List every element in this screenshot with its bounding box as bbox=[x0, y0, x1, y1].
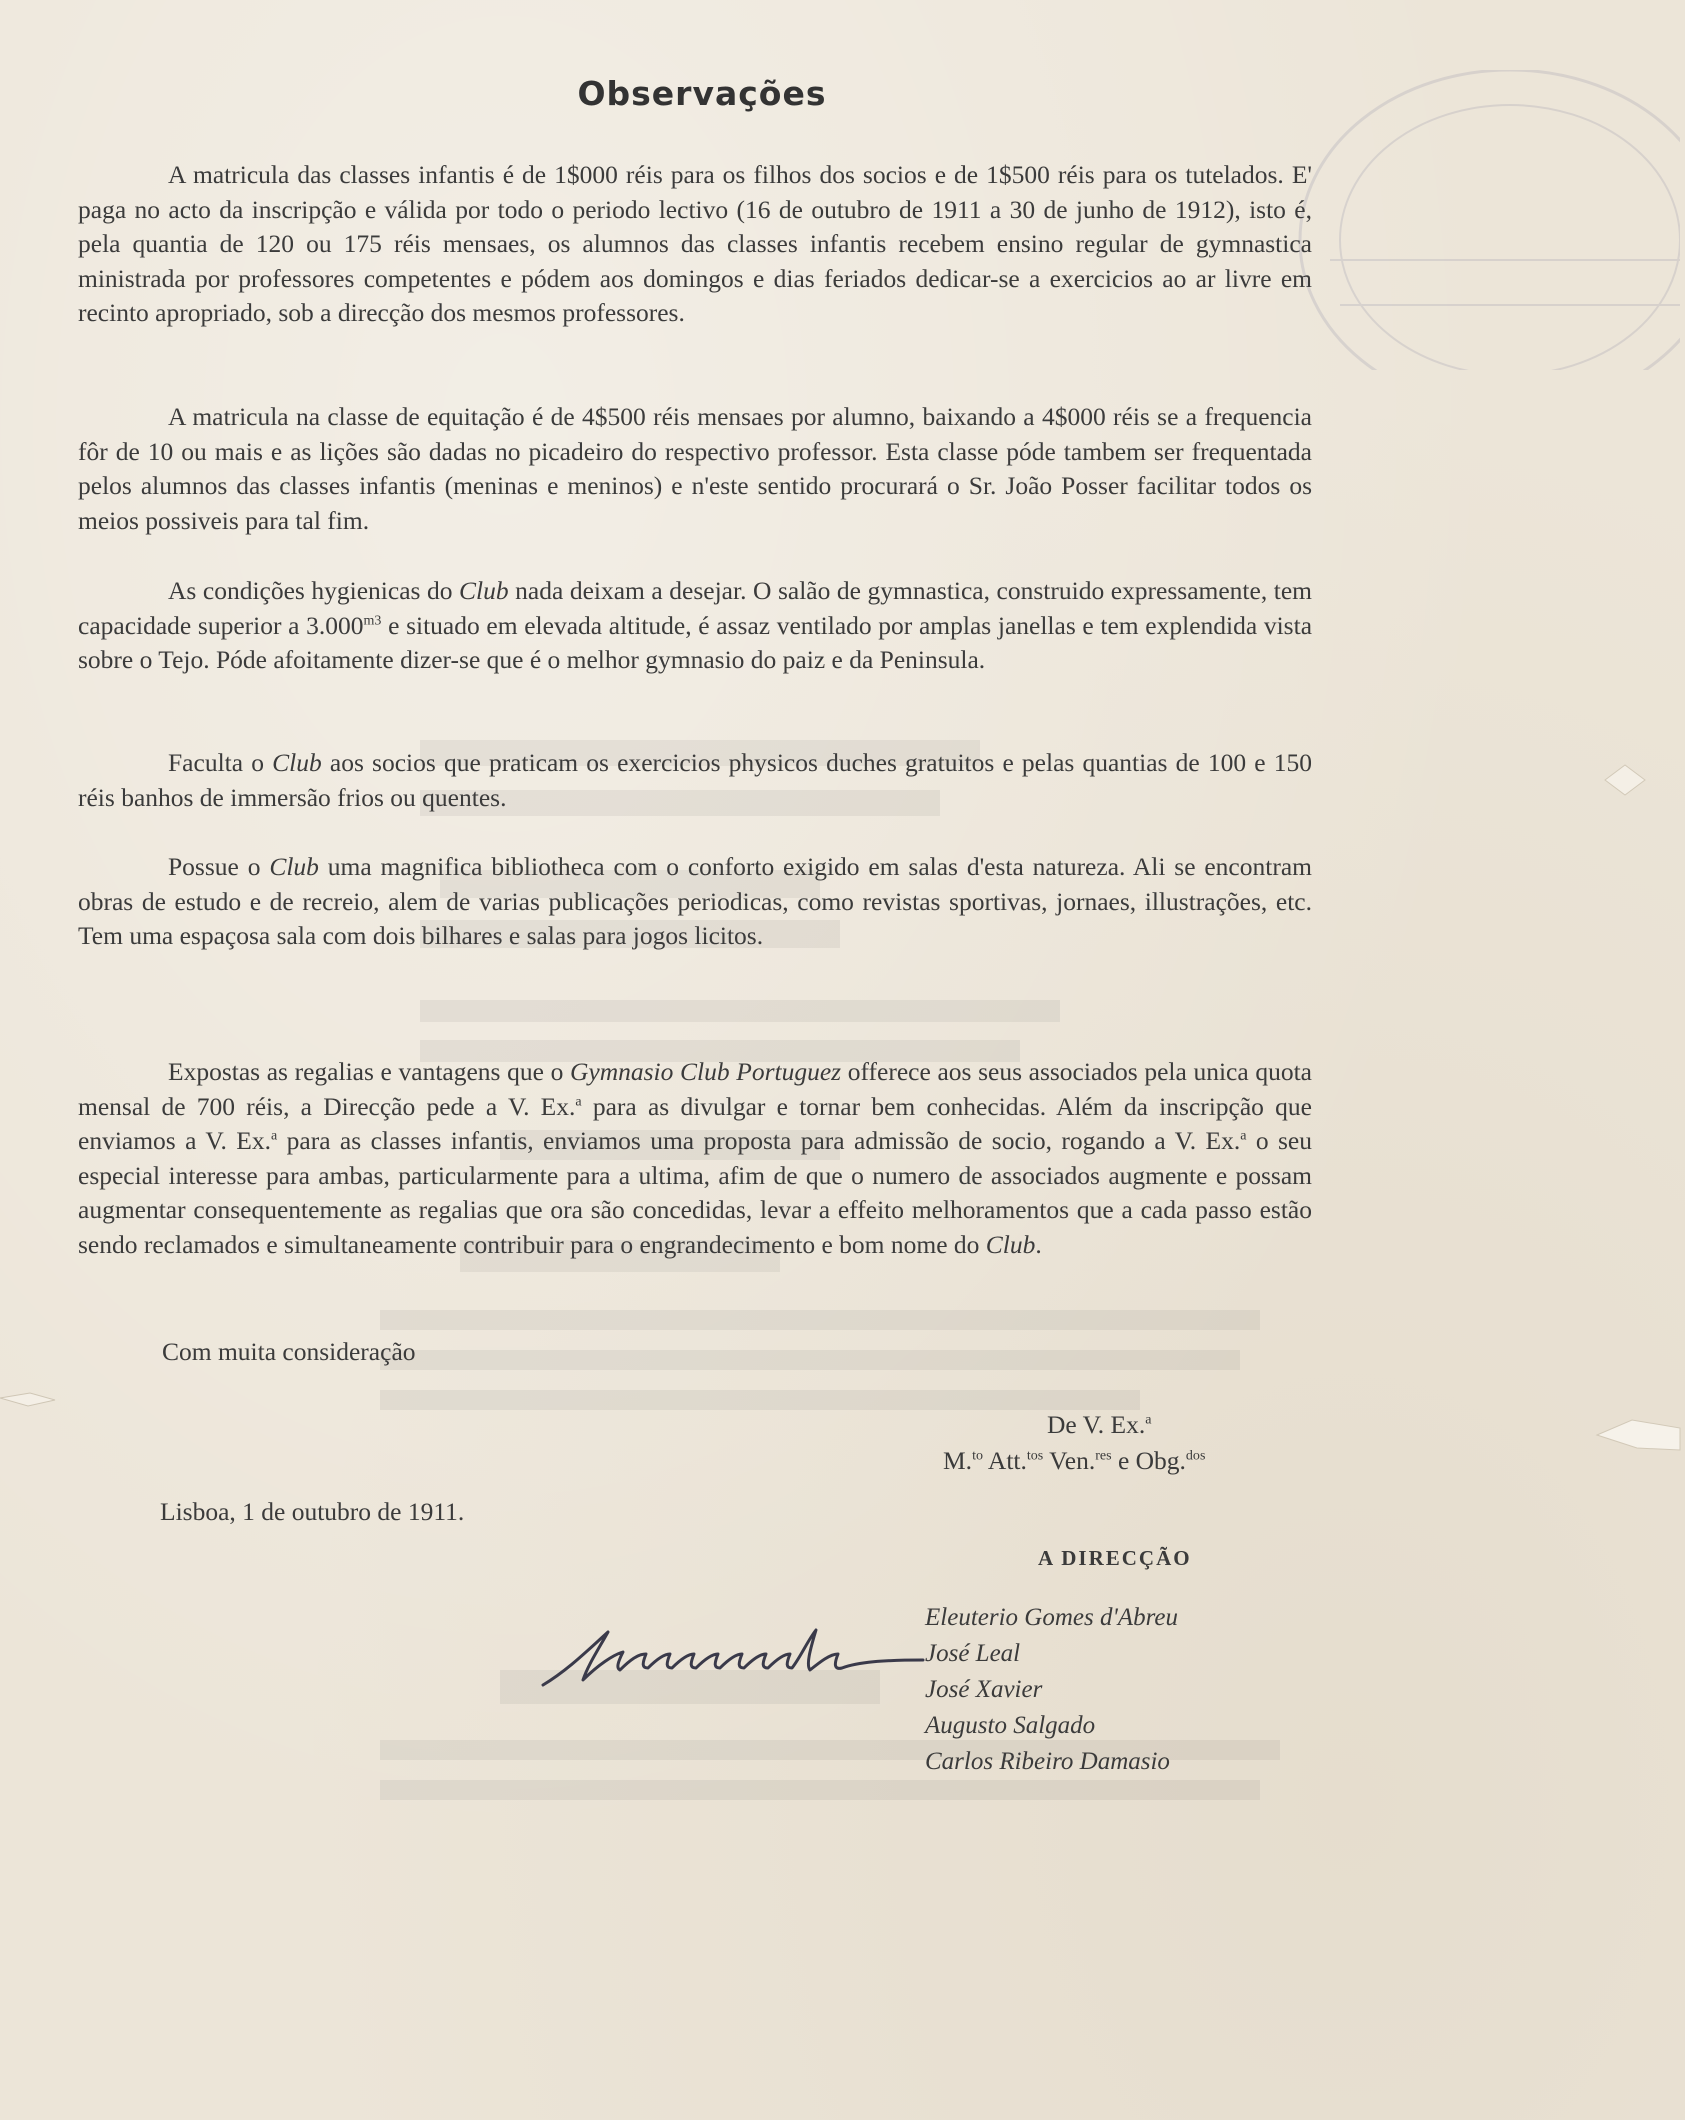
italic-text: Club bbox=[269, 852, 319, 881]
text-run: e Obg. bbox=[1111, 1446, 1186, 1475]
text-run: para as divulgar e tornar bem conhecidas. Além da inscripção que enviamos a V. Ex. bbox=[78, 1091, 1312, 1155]
text-run: offerece aos seus associados pela unica quota mensal de 700 réis, a Direcção pede a V. Ex. bbox=[78, 1057, 1312, 1121]
text-run: As condições hygienicas do bbox=[168, 576, 460, 605]
text-run: A matricula das classes infantis é de 1$000 réis para os filhos dos socios e de 1$500 réis para os tutelados. E' paga no acto da inscripção e válida por todo o periodo lectivo (16 de outubro de 1911 a 30 de junho de 1912), isto é, pela quantia de 120 ou 175 réis mensaes, os alumnos das classes infantis recebem ensino regular de gymnastica ministrada por professores competentes e pódem aos domingos e dias feriados dedicar-se a exercicios ao ar livre em recinto apropriado, sob a direcção dos mesmos professores. bbox=[78, 160, 1312, 327]
handwritten-signature bbox=[538, 1610, 928, 1710]
text-run: nada deixam a desejar. O salão de gymnastica, construido expressamente, tem capacidade superior a 3.000 bbox=[78, 576, 1312, 640]
text-run: para as classes infantis, enviamos uma proposta para admissão de socio, rogando a V. Ex. bbox=[277, 1126, 1241, 1155]
text-run: . bbox=[1035, 1229, 1042, 1259]
superscript: m3 bbox=[363, 613, 382, 628]
paragraph-equitacao bbox=[78, 400, 1312, 538]
text-run: e situado em elevada altitude, é assaz ventilado por amplas janellas e tem explendida vista sobre o Tejo. Póde afoitamente dizer-se que é o melhor gymnasio do paiz e da Peninsula. bbox=[78, 610, 1313, 674]
paper-tear-right-icon bbox=[1592, 1410, 1682, 1460]
paragraph-duches bbox=[78, 746, 1312, 815]
closing-line: Com muita consideração bbox=[162, 1337, 416, 1366]
salutation-line-1-text: De V. Ex. bbox=[1047, 1410, 1146, 1439]
signatory-1: Eleuterio Gomes d'Abreu bbox=[925, 1604, 1178, 1631]
page-title: Observações bbox=[577, 74, 827, 113]
superscript: dos bbox=[1185, 1448, 1206, 1464]
paper-fold-right-icon bbox=[1600, 760, 1650, 800]
text-run: M. bbox=[943, 1446, 973, 1475]
signatory-4: Augusto Salgado bbox=[925, 1712, 1096, 1739]
signatory-3: José Xavier bbox=[925, 1676, 1043, 1703]
superscript: to bbox=[972, 1448, 983, 1464]
paragraph-bibliotheca bbox=[78, 850, 1312, 954]
text-run: Expostas as regalias e vantagens que o bbox=[168, 1057, 570, 1086]
paragraph-matricula-infantis bbox=[78, 158, 1312, 331]
italic-text: Club bbox=[272, 748, 322, 777]
text-run: Att. bbox=[982, 1446, 1027, 1475]
paper-tear-left-icon bbox=[0, 1378, 60, 1418]
text-run: uma magnifica bibliotheca com o conforto exigido em salas d'esta natureza. Ali se encontram obras de estudo e de recreio, alem de varias publicações periodicas, como revistas sportivas, jornaes, illustrações, etc. Tem uma espaçosa sala com dois bilhares e salas para jogos licitos. bbox=[78, 852, 1312, 950]
text-run: Possue o bbox=[168, 852, 270, 881]
superscript: a bbox=[575, 1094, 582, 1109]
text-run: Ven. bbox=[1043, 1446, 1096, 1475]
direction-heading: A DIRECÇÃO bbox=[1038, 1546, 1192, 1570]
superscript: tos bbox=[1026, 1448, 1044, 1464]
signatory-5: Carlos Ribeiro Damasio bbox=[925, 1748, 1170, 1775]
text-run: A matricula na classe de equitação é de 4$500 réis mensaes por alumno, baixando a 4$000 réis se a frequencia fôr de 10 ou mais e as lições são dadas no picadeiro do respectivo professor. Esta classe póde tambem ser frequentada pelos alumnos das classes infantis (meninas e meninos) e n'este sentido procurará o Sr. João Posser facilitar todos os meios possiveis para tal fim. bbox=[78, 402, 1312, 535]
place-date: Lisboa, 1 de outubro de 1911. bbox=[160, 1497, 465, 1526]
italic-text: Gymnasio Club Portuguez bbox=[569, 1057, 842, 1086]
salutation-line-2 bbox=[943, 1446, 1205, 1476]
paragraph-condicoes-hygienicas bbox=[78, 574, 1312, 678]
signatory-2: José Leal bbox=[925, 1640, 1021, 1667]
club-stamp-icon bbox=[1250, 70, 1680, 370]
text-run: Faculta o bbox=[168, 748, 273, 777]
italic-text: Club bbox=[985, 1229, 1036, 1259]
salutation-line-1-sup: a bbox=[1145, 1412, 1152, 1428]
superscript: a bbox=[1240, 1128, 1247, 1144]
superscript: a bbox=[271, 1128, 278, 1144]
text-run: o seu especial interesse para ambas, particularmente para a ultima, afim de que o numero de associados augmente e possam augmentar consequentemente as regalias que ora são concedidas, levar a effeito melhoramentos que a cada passo estão sendo reclamados e simultaneamente contribuir para o engrandecimento e bom nome do bbox=[78, 1126, 1313, 1259]
paragraph-regalias bbox=[78, 1055, 1312, 1262]
superscript: res bbox=[1095, 1448, 1112, 1464]
italic-text: Club bbox=[459, 576, 509, 605]
text-run: aos socios que praticam os exercicios physicos duches gratuitos e pelas quantias de 100 e 150 réis banhos de immersão frios ou quentes. bbox=[78, 748, 1312, 812]
salutation-line-1 bbox=[1047, 1410, 1151, 1440]
